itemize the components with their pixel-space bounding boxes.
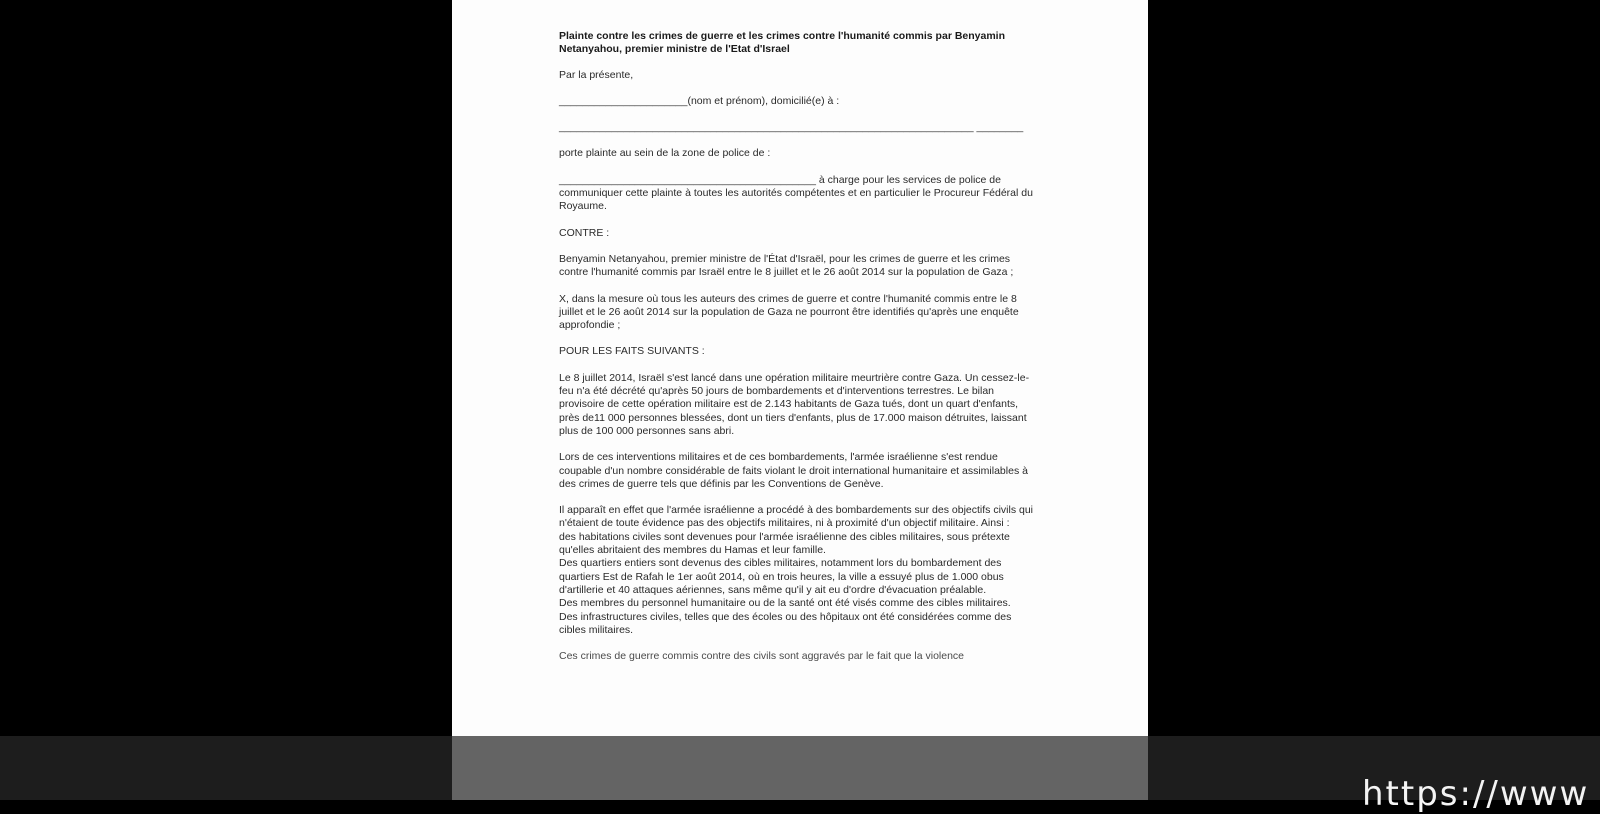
fact-paragraph-3b: des habitations civiles sont devenues pour l'armée israélienne des cibles militaires, sous prétexte qu'elles abritaient des membres du Hamas et leur famille.: [559, 530, 1010, 557]
document-content: [559, 30, 1037, 676]
address-line: _______________________________________________________________________ ________: [559, 121, 1024, 134]
url-overlay-text: https://www: [1362, 774, 1590, 814]
fact-paragraph-1: Le 8 juillet 2014, Israël s'est lancé dans une opération militaire meurtrière contre Gaza. Un cessez-le-feu n'a été décrété qu'après 50 jours de bombardements et d'interventions terrestres. Le bilan provisoire de cette opération militaire est de 2.143 habitants de Gaza tués, dont un quart d'enfants, près de11 000 personnes blessées, dont un tiers d'enfants, plus de 17.000 maison détruites, laissant plus de 100 000 personnes sans abri.: [559, 371, 1030, 437]
fact-paragraph-3a: Il apparaît en effet que l'armée israélienne a procédé à des bombardements sur des objectifs civils qui n'étaient de toute évidence pas des objectifs militaires, ni à proximité d'un objectif militaire. Ainsi :: [559, 504, 1033, 530]
fact-paragraph-2: Lors de ces interventions militaires et de ces bombardements, l'armée israélienne s'est rendue coupable d'un nombre considérable de faits violant le droit international humanitaire et assimilables à des crimes de guerre tels que définis par les Conventions de Genève.: [559, 451, 1028, 490]
video-caption-bar: [0, 736, 1600, 800]
contre-heading: CONTRE :: [559, 226, 610, 239]
name-line: ______________________(nom et prénom), domicilié(e) à :: [559, 94, 840, 107]
fact-paragraph-3c: Des quartiers entiers sont devenus des cibles militaires, notamment lors du bombardement des quartiers Est de Rafah le 1er août 2014, où en trois heures, la ville a essuyé plus de 1.000 obus d'artillerie et 40 attaques aériennes, sans même qu'il y ait eu d'ordre d'évacuation préalable.: [559, 557, 1004, 596]
fact-paragraph-3e: Des infrastructures civiles, telles que des écoles ou des hôpitaux ont été considérées comme des cibles militaires.: [559, 610, 1012, 636]
fact-paragraph-4: Ces crimes de guerre commis contre des civils sont aggravés par le fait que la violence: [559, 650, 965, 663]
charge-line: ____________________________________________ à charge pour les services de police de communiquer cette plainte à toutes les autorités compétentes et en particulier le Procureur Fédéral du Royaume.: [559, 173, 1033, 213]
document-page: [452, 0, 1148, 800]
intro-text: Par la présente,: [559, 68, 634, 81]
facts-heading: POUR LES FAITS SUIVANTS :: [559, 345, 705, 358]
accused-paragraph-1: Benyamin Netanyahou, premier ministre de l'État d'Israël, pour les crimes de guerre et les crimes contre l'humanité commis par Israël entre le 8 juillet et le 26 août 2014 sur la population de Gaza ;: [559, 252, 1014, 279]
document-title: Plainte contre les crimes de guerre et les crimes contre l'humanité commis par Benyamin Netanyahou, premier ministre de l'Etat d'Israel: [559, 30, 1005, 56]
police-line: porte plainte au sein de la zone de police de :: [559, 147, 771, 160]
accused-paragraph-2: X, dans la mesure où tous les auteurs des crimes de guerre et contre l'humanité commis entre le 8 juillet et le 26 août 2014 sur la population de Gaza ne pourront être identifiés qu'après une enquête approfondie ;: [559, 292, 1019, 332]
fact-paragraph-3d: Des membres du personnel humanitaire ou de la santé ont été visés comme des cibles militaires.: [559, 597, 1011, 610]
